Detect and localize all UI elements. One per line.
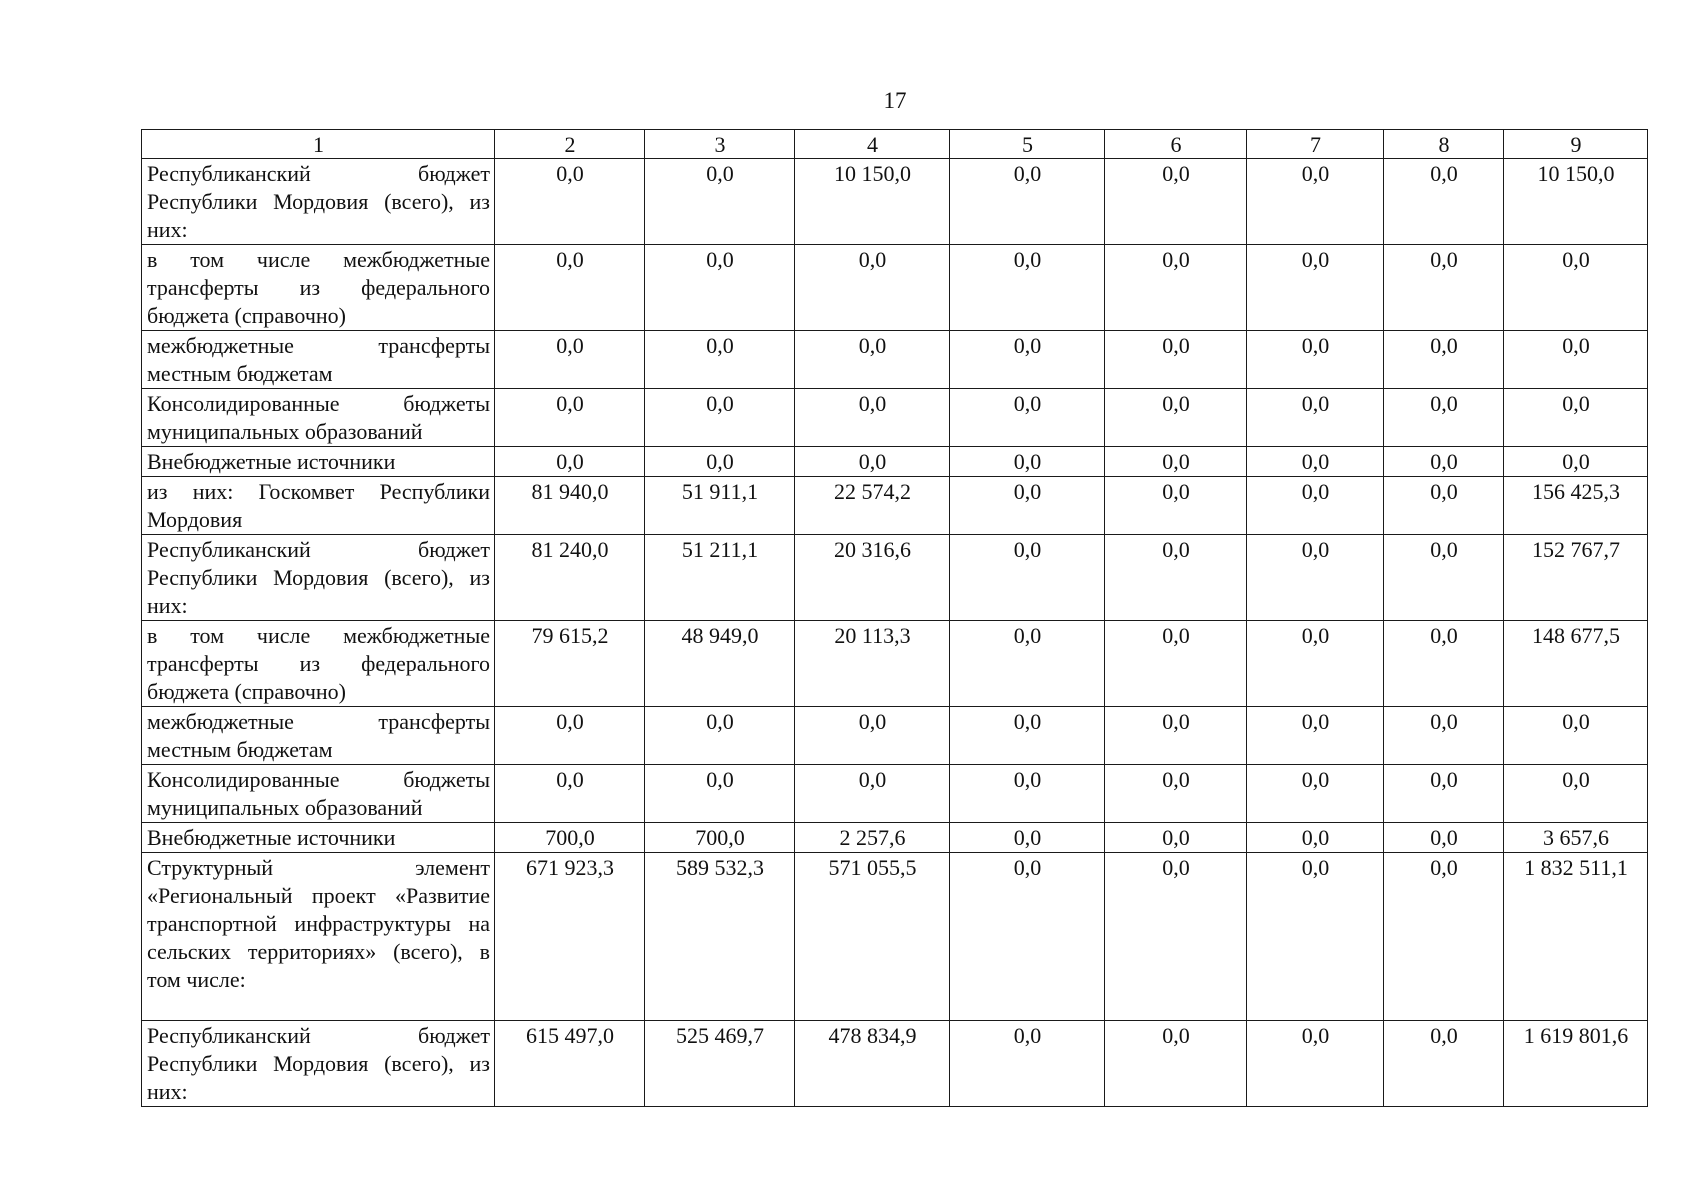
value-cell: 0,0 <box>1247 245 1384 331</box>
value-cell: 0,0 <box>1247 389 1384 447</box>
value-cell: 0,0 <box>1105 447 1247 477</box>
row-label: межбюджетные трансферты местным бюджетам <box>142 331 495 389</box>
value-cell: 20 316,6 <box>795 535 950 621</box>
value-cell: 10 150,0 <box>795 159 950 245</box>
value-cell: 671 923,3 <box>495 853 645 1021</box>
value-cell: 0,0 <box>950 1021 1105 1107</box>
value-cell: 0,0 <box>1105 245 1247 331</box>
value-cell: 0,0 <box>1384 477 1504 535</box>
row-label: Республиканский бюджет Республики Мордовия (всего), из них: <box>142 535 495 621</box>
value-cell: 0,0 <box>645 447 795 477</box>
value-cell: 0,0 <box>1384 1021 1504 1107</box>
column-number: 3 <box>645 130 795 159</box>
value-cell: 0,0 <box>645 245 795 331</box>
value-cell: 48 949,0 <box>645 621 795 707</box>
value-cell: 0,0 <box>795 331 950 389</box>
value-cell: 0,0 <box>950 331 1105 389</box>
value-cell: 0,0 <box>495 331 645 389</box>
value-cell: 0,0 <box>950 621 1105 707</box>
value-cell: 0,0 <box>495 447 645 477</box>
value-cell: 0,0 <box>795 389 950 447</box>
value-cell: 525 469,7 <box>645 1021 795 1107</box>
value-cell: 51 211,1 <box>645 535 795 621</box>
value-cell: 0,0 <box>1247 477 1384 535</box>
value-cell: 0,0 <box>645 765 795 823</box>
value-cell: 700,0 <box>645 823 795 853</box>
value-cell: 0,0 <box>1105 159 1247 245</box>
column-number: 9 <box>1504 130 1648 159</box>
value-cell: 0,0 <box>1504 331 1648 389</box>
column-number: 5 <box>950 130 1105 159</box>
value-cell: 478 834,9 <box>795 1021 950 1107</box>
column-number-row <box>142 130 1648 159</box>
value-cell: 0,0 <box>1105 1021 1247 1107</box>
value-cell: 0,0 <box>1105 477 1247 535</box>
value-cell: 51 911,1 <box>645 477 795 535</box>
value-cell: 0,0 <box>1105 765 1247 823</box>
value-cell: 81 940,0 <box>495 477 645 535</box>
value-cell: 0,0 <box>1247 331 1384 389</box>
table-row <box>142 331 1648 389</box>
value-cell: 0,0 <box>495 389 645 447</box>
value-cell: 2 257,6 <box>795 823 950 853</box>
value-cell: 0,0 <box>645 331 795 389</box>
column-number: 7 <box>1247 130 1384 159</box>
column-number: 1 <box>142 130 495 159</box>
value-cell: 22 574,2 <box>795 477 950 535</box>
value-cell: 0,0 <box>1247 853 1384 1021</box>
row-label: Внебюджетные источники <box>142 447 495 477</box>
table-row <box>142 389 1648 447</box>
value-cell: 0,0 <box>950 823 1105 853</box>
value-cell: 0,0 <box>1384 245 1504 331</box>
value-cell: 0,0 <box>950 245 1105 331</box>
value-cell: 571 055,5 <box>795 853 950 1021</box>
value-cell: 0,0 <box>495 707 645 765</box>
value-cell: 0,0 <box>1247 707 1384 765</box>
value-cell: 3 657,6 <box>1504 823 1648 853</box>
value-cell: 0,0 <box>950 447 1105 477</box>
value-cell: 1 619 801,6 <box>1504 1021 1648 1107</box>
value-cell: 615 497,0 <box>495 1021 645 1107</box>
value-cell: 0,0 <box>1105 389 1247 447</box>
value-cell: 0,0 <box>1384 707 1504 765</box>
table-row <box>142 621 1648 707</box>
value-cell: 0,0 <box>495 765 645 823</box>
value-cell: 0,0 <box>1384 823 1504 853</box>
value-cell: 20 113,3 <box>795 621 950 707</box>
table-row <box>142 477 1648 535</box>
table-row <box>142 535 1648 621</box>
value-cell: 0,0 <box>1247 159 1384 245</box>
value-cell: 0,0 <box>950 159 1105 245</box>
column-number: 4 <box>795 130 950 159</box>
value-cell: 0,0 <box>1504 389 1648 447</box>
value-cell: 156 425,3 <box>1504 477 1648 535</box>
value-cell: 1 832 511,1 <box>1504 853 1648 1021</box>
row-label: Внебюджетные источники <box>142 823 495 853</box>
value-cell: 0,0 <box>950 389 1105 447</box>
value-cell: 0,0 <box>495 159 645 245</box>
value-cell: 10 150,0 <box>1504 159 1648 245</box>
table-row <box>142 853 1648 1021</box>
value-cell: 0,0 <box>1247 621 1384 707</box>
value-cell: 148 677,5 <box>1504 621 1648 707</box>
value-cell: 152 767,7 <box>1504 535 1648 621</box>
value-cell: 0,0 <box>1105 707 1247 765</box>
value-cell: 0,0 <box>1384 159 1504 245</box>
value-cell: 0,0 <box>1247 535 1384 621</box>
value-cell: 0,0 <box>950 707 1105 765</box>
value-cell: 0,0 <box>1384 765 1504 823</box>
value-cell: 0,0 <box>1384 331 1504 389</box>
value-cell: 81 240,0 <box>495 535 645 621</box>
value-cell: 0,0 <box>1105 621 1247 707</box>
value-cell: 0,0 <box>1105 331 1247 389</box>
table-row <box>142 823 1648 853</box>
value-cell: 0,0 <box>795 765 950 823</box>
row-label: Консолидированные бюджеты муниципальных образований <box>142 765 495 823</box>
table-row <box>142 447 1648 477</box>
row-label: Структурный элемент «Региональный проект «Развитие транспортной инфраструктуры на сельских территориях» (всего), в том числе: <box>142 853 495 1021</box>
value-cell: 0,0 <box>950 477 1105 535</box>
value-cell: 0,0 <box>1105 823 1247 853</box>
value-cell: 0,0 <box>1384 535 1504 621</box>
value-cell: 0,0 <box>795 447 950 477</box>
value-cell: 0,0 <box>1504 447 1648 477</box>
row-label: Республиканский бюджет Республики Мордовия (всего), из них: <box>142 159 495 245</box>
value-cell: 0,0 <box>1384 621 1504 707</box>
value-cell: 0,0 <box>1384 853 1504 1021</box>
value-cell: 0,0 <box>950 853 1105 1021</box>
row-label: межбюджетные трансферты местным бюджетам <box>142 707 495 765</box>
value-cell: 0,0 <box>1247 823 1384 853</box>
value-cell: 0,0 <box>495 245 645 331</box>
value-cell: 0,0 <box>950 765 1105 823</box>
value-cell: 0,0 <box>950 535 1105 621</box>
value-cell: 0,0 <box>795 707 950 765</box>
value-cell: 0,0 <box>1247 447 1384 477</box>
value-cell: 0,0 <box>1384 389 1504 447</box>
row-label: в том числе межбюджетные трансферты из федерального бюджета (справочно) <box>142 621 495 707</box>
table-row <box>142 707 1648 765</box>
value-cell: 0,0 <box>1247 1021 1384 1107</box>
value-cell: 0,0 <box>1247 765 1384 823</box>
column-number: 6 <box>1105 130 1247 159</box>
table-row <box>142 765 1648 823</box>
value-cell: 0,0 <box>1504 707 1648 765</box>
value-cell: 0,0 <box>645 707 795 765</box>
table-row <box>142 245 1648 331</box>
budget-table <box>141 129 1648 1107</box>
value-cell: 0,0 <box>1384 447 1504 477</box>
column-number: 2 <box>495 130 645 159</box>
row-label: из них: Госкомвет Республики Мордовия <box>142 477 495 535</box>
row-label: Консолидированные бюджеты муниципальных образований <box>142 389 495 447</box>
value-cell: 0,0 <box>1105 853 1247 1021</box>
value-cell: 700,0 <box>495 823 645 853</box>
value-cell: 0,0 <box>1105 535 1247 621</box>
value-cell: 79 615,2 <box>495 621 645 707</box>
value-cell: 0,0 <box>1504 765 1648 823</box>
row-label: в том числе межбюджетные трансферты из федерального бюджета (справочно) <box>142 245 495 331</box>
value-cell: 589 532,3 <box>645 853 795 1021</box>
row-label: Республиканский бюджет Республики Мордовия (всего), из них: <box>142 1021 495 1107</box>
column-number: 8 <box>1384 130 1504 159</box>
page-number: 17 <box>883 88 907 113</box>
table-row <box>142 1021 1648 1107</box>
value-cell: 0,0 <box>795 245 950 331</box>
value-cell: 0,0 <box>1504 245 1648 331</box>
value-cell: 0,0 <box>645 389 795 447</box>
value-cell: 0,0 <box>645 159 795 245</box>
table-row <box>142 159 1648 245</box>
